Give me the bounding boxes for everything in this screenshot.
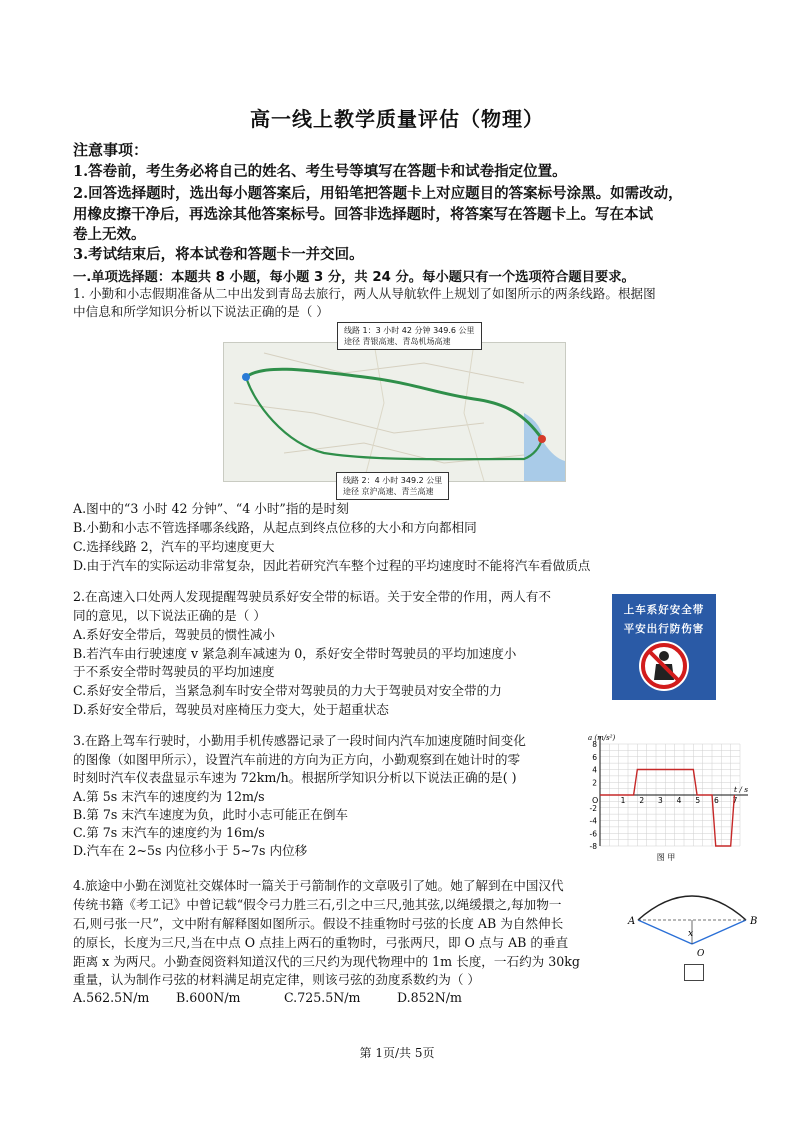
- y-tick-label: -8: [589, 842, 597, 851]
- y-tick-label: -2: [589, 803, 597, 813]
- q1-stem: 1. 小勤和小志假期准备从二中出发到青岛去旅行，两人从导航软件上规划了如图所示的两条线路。根据图: [73, 286, 656, 301]
- q2-option: D.系好安全带后，驾驶员对座椅压力变大，处于超重状态: [73, 702, 389, 717]
- q2-option: B.若汽车由行驶速度 v 紧急刹车减速为 0，系好安全带时驾驶员的平均加速度小: [73, 646, 517, 661]
- y-tick-label: 8: [592, 740, 597, 749]
- q4-stem: 传统书籍《考工记》中曾记载“假令弓力胜三石,引之中三尺,弛其弦,以绳缓擐之,每加物一: [73, 897, 562, 912]
- x-tick-label: 5: [695, 796, 701, 805]
- q3-option: C.第 7s 末汽车的速度约为 16m/s: [73, 825, 265, 840]
- y-tick-label: -4: [589, 816, 597, 826]
- q2-option: C.系好安全带后，当紧急刹车时安全带对驾驶员的力大于驾驶员对安全带的力: [73, 683, 502, 698]
- chart-caption: 图 甲: [656, 853, 676, 862]
- q1-option: B.小勤和小志不管选择哪条线路，从起点到终点位移的大小和方向都相同: [73, 520, 477, 535]
- x-axis-label: t / s: [734, 785, 749, 794]
- q4-stem: 石,则弓张一尺”，文中附有解释图如图所示。假设不挂重物时弓弦的长度 AB 为自然伸长: [73, 916, 564, 931]
- x-tick-label: 4: [676, 796, 682, 805]
- notice-line: 1.答卷前，考生务必将自己的姓名、考生号等填写在答题卡和试卷指定位置。: [73, 163, 567, 180]
- x-tick-label: 2: [639, 796, 645, 805]
- q1-option: D.由于汽车的实际运动非常复杂，因此若研究汽车整个过程的平均速度时不能将汽车看做质点: [73, 558, 591, 573]
- sign-line: 平安出行防伤害: [623, 623, 705, 635]
- q1-option: C.选择线路 2，汽车的平均速度更大: [73, 539, 275, 554]
- route2-line: 线路 2：4 小时 349.2 公里: [343, 476, 443, 485]
- q3-stem: 3.在路上驾车行驶时，小勤用手机传感器记录了一段时间内汽车加速度随时间变化: [73, 733, 526, 748]
- q4-stem: 4.旅途中小勤在浏览社交媒体时一篇关于弓箭制作的文章吸引了她。她了解到在中国汉代: [73, 878, 564, 893]
- x-tick-label: 6: [714, 796, 719, 805]
- bowstring-left: [638, 920, 692, 944]
- notice-heading: 注意事项：: [73, 141, 149, 159]
- notice-line: 用橡皮擦干净后，再选涂其他答案标号。回答非选择题时，将答案写在答题卡上。写在本试: [73, 206, 653, 223]
- route-map: [223, 342, 566, 482]
- q3-stem: 时刻时汽车仪表盘显示车速为 72km/h。根据所学知识分析以下说法正确的是( ): [73, 770, 517, 785]
- x-tick-label: 7: [732, 796, 738, 805]
- x-tick-label: 3: [658, 796, 663, 805]
- sign-line: 上车系好安全带: [623, 604, 705, 616]
- q4-option: D.852N/m: [397, 990, 462, 1005]
- q3-option: B.第 7s 末汽车速度为负，此时小志可能正在倒车: [73, 807, 349, 822]
- origin-label: O: [592, 796, 599, 805]
- map-graphic: [224, 343, 565, 481]
- route2-callout: [336, 472, 449, 500]
- q3-option: D.汽车在 2~5s 内位移小于 5~7s 内位移: [73, 843, 308, 858]
- label-b: B: [750, 916, 758, 927]
- answer-box: [684, 964, 704, 981]
- notice-line: 3.考试结束后，将本试卷和答题卡一并交回。: [73, 246, 364, 263]
- q4-stem: 重量，认为制作弓弦的材料满足胡克定律，则该弓弦的劲度系数约为（ ）: [73, 972, 481, 987]
- y-tick-label: 4: [592, 765, 597, 775]
- page-footer: 第 1页/共 5页: [359, 1046, 435, 1060]
- q2-option: 于不系安全带时驾驶员的平均加速度: [73, 664, 275, 679]
- q2-stem: 2.在高速入口处两人发现提醒驾驶员系好安全带的标语。关于安全带的作用，两人有不: [73, 589, 551, 604]
- y-tick-label: -6: [589, 829, 597, 839]
- q3-stem: 的图像（如图甲所示），设置汽车前进的方向为正方向，小勤观察到在她计时的零: [73, 752, 521, 767]
- label-a: A: [628, 916, 636, 927]
- bow-diagram: [626, 884, 766, 960]
- acceleration-time-chart: [582, 730, 754, 862]
- notice-line: 2.回答选择题时，选出每小题答案后，用铅笔把答题卡上对应题目的答案标号涂黑。如需改动，: [73, 185, 683, 202]
- route1-line: 途径 青银高速、青岛机场高速: [344, 337, 451, 346]
- page-title: 高一线上教学质量评估（物理）: [250, 107, 544, 131]
- q4-stem: 距离 x 为两尺。小勤查阅资料知道汉代的三尺约为现代物理中的 1m 长度，一石约为 30kg: [73, 954, 580, 969]
- seatbelt-sign: [612, 594, 716, 700]
- no-seatbelt-icon: [612, 636, 716, 696]
- bow-arc: [638, 896, 746, 920]
- y-tick-label: 2: [592, 778, 597, 788]
- q4-stem: 的原长，长度为三尺,当在中点 O 点挂上两石的重物时，弓张两尺，即 O 点与 AB 的垂直: [73, 935, 569, 950]
- route1-callout: [337, 322, 482, 350]
- label-x: x: [688, 929, 694, 939]
- route2-line: 途径 京沪高速、青兰高速: [343, 487, 434, 496]
- q2-option: A.系好安全带后，驾驶员的惯性减小: [73, 627, 276, 642]
- y-tick-label: 6: [592, 752, 597, 762]
- x-tick-label: 1: [620, 796, 626, 805]
- q4-option: C.725.5N/m: [284, 990, 361, 1005]
- bowstring-right: [692, 920, 746, 944]
- q4-option: B.600N/m: [176, 990, 241, 1005]
- q1-stem: 中信息和所学知识分析以下说法正确的是（ ）: [73, 304, 329, 319]
- y-axis-label: a (m/s²): [588, 734, 616, 742]
- q3-option: A.第 5s 末汽车的速度约为 12m/s: [73, 789, 265, 804]
- notice-line: 卷上无效。: [73, 226, 146, 243]
- section-heading: 一.单项选择题：本题共 8 小题，每小题 3 分，共 24 分。每小题只有一个选项符合题目要求。: [73, 270, 635, 285]
- label-o: O: [697, 949, 705, 959]
- q2-stem: 同的意见，以下说法正确的是（ ）: [73, 608, 266, 623]
- q4-option: A.562.5N/m: [73, 990, 150, 1005]
- q1-option: A.图中的“3 小时 42 分钟”、“4 小时”指的是时刻: [73, 501, 349, 516]
- route1-line: 线路 1：3 小时 42 分钟 349.6 公里: [344, 326, 475, 335]
